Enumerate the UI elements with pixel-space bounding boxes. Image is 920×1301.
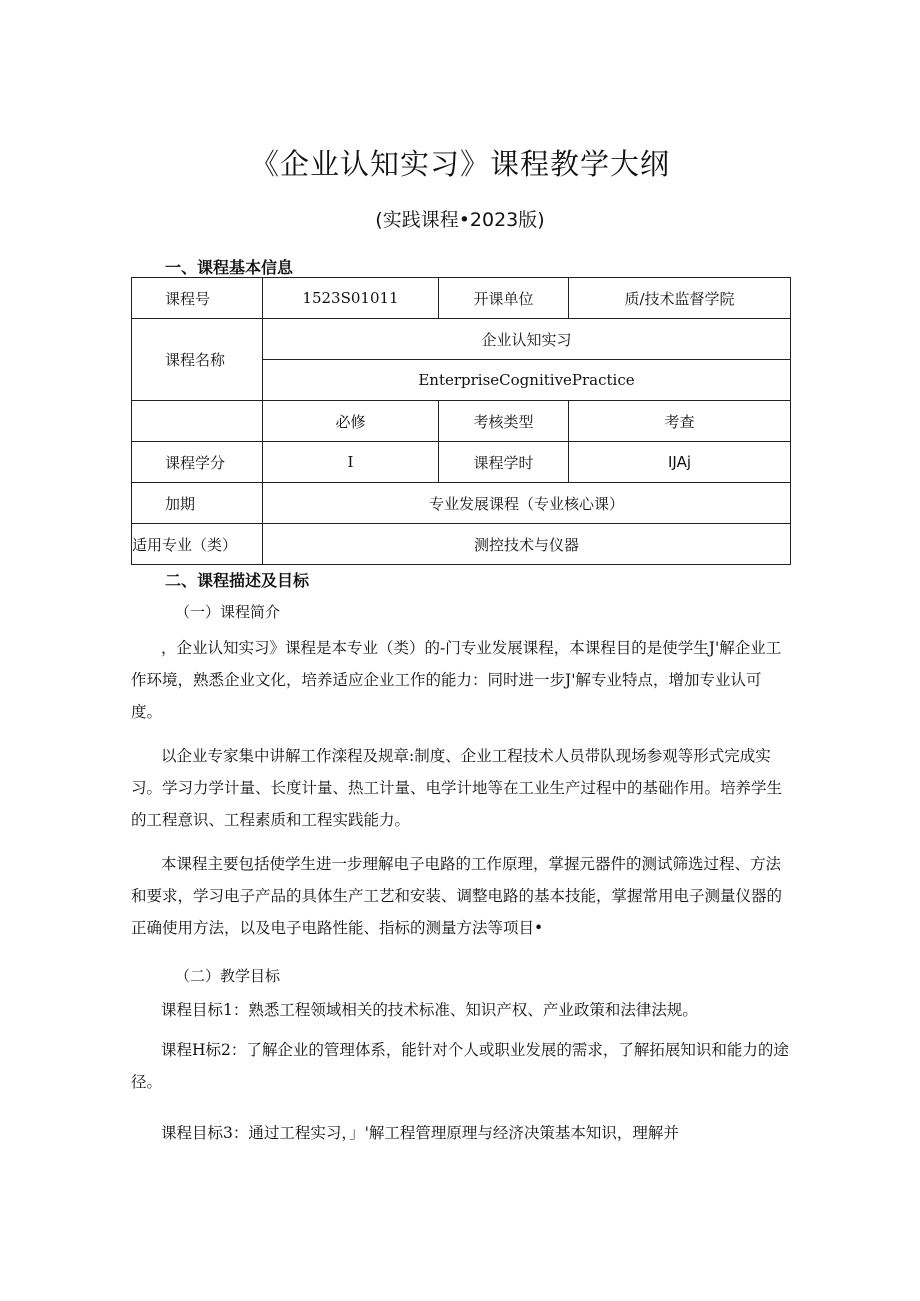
course-type-label <box>132 401 263 442</box>
section1-heading: 一、课程基本信息 <box>165 258 294 277</box>
table-row <box>132 524 791 565</box>
intro-paragraph-3: 本课程主要包括使学生进一步理解电子电路的工作原理，掌握元器件的测试筛选过程、方法和要求，学习电子产品的具体生产工艺和安装、调整电路的基本技能，掌握常用电子测量仪器的正确使用方法，以及电子电路性能、指标的测量方法等项目• <box>131 855 783 937</box>
intro-paragraph-2: 以企业专家集中讲解工作滦程及规章:制度、企业工程技术人员带队现场参观等形式完成实习。学习力学计量、长度计量、热工计量、电学计地等在工业生产过程中的基础作用。培养学生的工程意识、工程素质和工程实践能力。 <box>131 747 783 829</box>
teaching-goals-heading: （二）教学目标 <box>175 967 281 985</box>
intro-paragraph-1: ，企业认知实习》课程是本专业（类）的-门专业发展课程，本课程目的是使学生J'解企业工作环境，熟悉企业文化，培养适应企业工作的能力：同时进一步J'解专业特点，增加专业认可度。 <box>131 639 782 721</box>
document-title: 《企业认知实习》课程教学大纲 <box>249 147 670 181</box>
table-row <box>132 442 791 483</box>
table-row <box>132 483 791 524</box>
hours-label: 课程学时 <box>439 442 569 483</box>
major-value: 测控技术与仪器 <box>263 524 791 565</box>
assessment-type-value: 考查 <box>569 401 791 442</box>
goal-1: 课程目标1：熟悉工程领域相关的技术标准、知识产权、产业政策和法律法规。 <box>161 1001 698 1019</box>
document-subtitle: (实践课程•2023版) <box>375 209 545 231</box>
goal-3: 课程目标3：通过工程实习，」'解工程管理原理与经济决策基本知识，理解并 <box>161 1124 679 1142</box>
table-row <box>132 278 791 319</box>
course-name-cn: 企业认知实习 <box>263 319 791 360</box>
table-row <box>132 401 791 442</box>
course-type-value: 必修 <box>263 401 439 442</box>
course-info-table <box>131 277 791 565</box>
department-value: 质/技术监督学院 <box>569 278 791 319</box>
category-value: 专业发展课程（专业核心课） <box>263 483 791 524</box>
course-number-label: 课程号 <box>132 278 263 319</box>
department-label: 开课单位 <box>439 278 569 319</box>
section2-heading: 二、课程描述及目标 <box>165 571 310 590</box>
major-label: 适用专业（类） <box>132 524 263 565</box>
hours-value: IJAj <box>569 442 791 483</box>
goal-2: 课程H标2：了解企业的管理体系，能针对个人或职业发展的需求，了解拓展知识和能力的途径。 <box>131 1041 789 1091</box>
course-name-en: EnterpriseCognitivePractice <box>263 360 791 401</box>
course-number-value: 1523S01011 <box>263 278 439 319</box>
table-row <box>132 319 791 360</box>
course-name-label: 课程名称 <box>132 319 263 401</box>
course-intro-heading: （一）课程简介 <box>175 603 281 621</box>
credits-label: 课程学分 <box>132 442 263 483</box>
credits-value: I <box>263 442 439 483</box>
assessment-type-label: 考核类型 <box>439 401 569 442</box>
category-label: 加期 <box>132 483 263 524</box>
